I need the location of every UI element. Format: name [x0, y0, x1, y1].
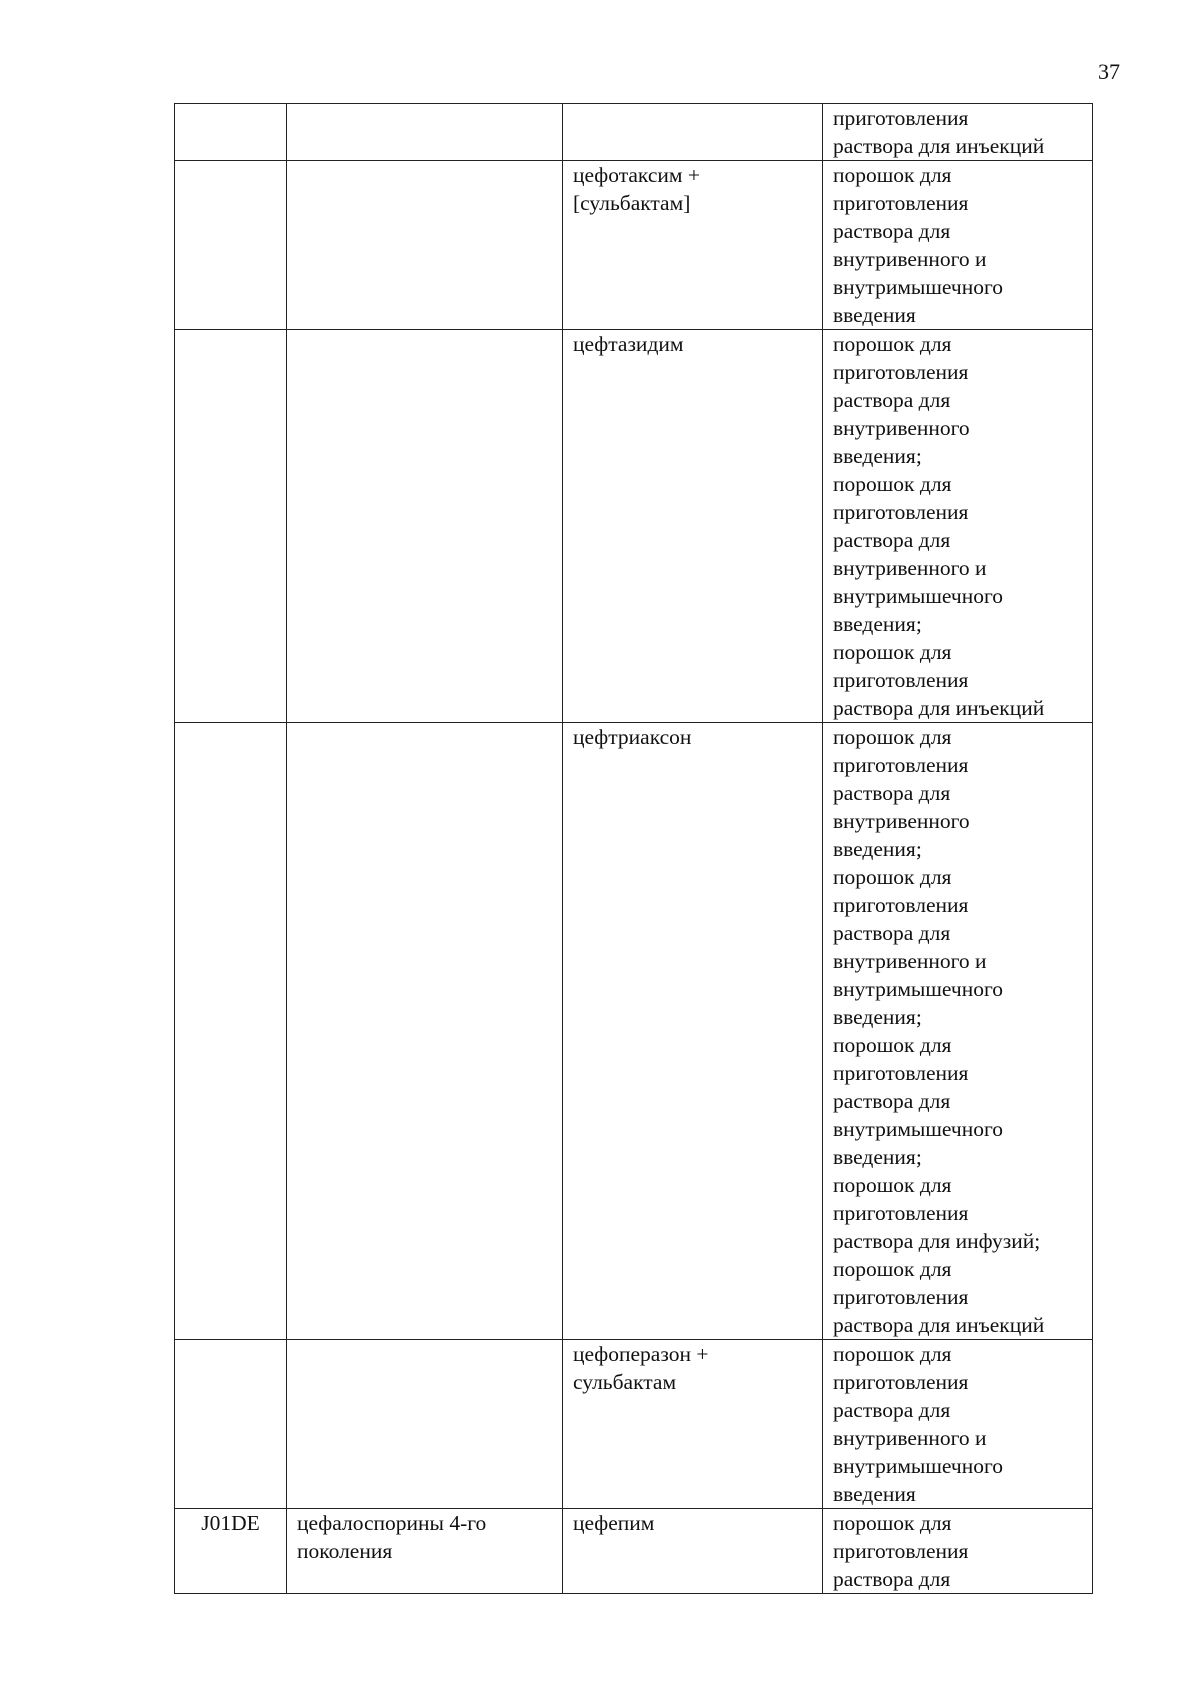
- dosage-form-cell: [823, 723, 1093, 1340]
- cell-text-line: цефепим: [573, 1511, 655, 1535]
- cell-text-line: внутривенного: [833, 416, 970, 440]
- cell-text-line: раствора для инъекций: [833, 134, 1045, 158]
- drug-table: [174, 103, 1093, 1594]
- cell-text-line: [сульбактам]: [573, 191, 691, 215]
- cell-text-line: приготовления: [833, 1539, 969, 1563]
- cell-text-line: порошок для: [833, 1257, 952, 1281]
- cell-text-line: раствора для: [833, 388, 951, 412]
- cell-text-line: внутривенного и: [833, 556, 987, 580]
- atc-code-cell: [175, 330, 287, 723]
- cell-text-line: приготовления: [833, 893, 969, 917]
- cell-text-line: внутримышечного: [833, 1117, 1004, 1141]
- cell-text-line: введения;: [833, 837, 922, 861]
- table-row: [175, 723, 1093, 1340]
- cell-text-line: порошок для: [833, 865, 952, 889]
- cell-text-line: приготовления: [833, 1285, 969, 1309]
- cell-text-line: порошок для: [833, 1511, 952, 1535]
- group-name-cell: [287, 104, 563, 161]
- cell-text-line: цефтазидим: [573, 332, 684, 356]
- cell-text-line: поколения: [297, 1539, 393, 1563]
- table-row: [175, 1509, 1093, 1594]
- cell-text-line: порошок для: [833, 725, 952, 749]
- cell-text-line: внутривенного и: [833, 1426, 987, 1450]
- cell-text-line: раствора для инфузий;: [833, 1229, 1041, 1253]
- cell-text-line: приготовления: [833, 191, 969, 215]
- cell-text-line: порошок для: [833, 472, 952, 496]
- cell-text-line: сульбактам: [573, 1370, 677, 1394]
- cell-text-line: порошок для: [833, 640, 952, 664]
- cell-text-line: внутримышечного: [833, 584, 1004, 608]
- atc-code-cell: [175, 1340, 287, 1509]
- cell-text-line: приготовления: [833, 753, 969, 777]
- table-row: [175, 1340, 1093, 1509]
- cell-text-line: раствора для: [833, 1398, 951, 1422]
- cell-text-line: порошок для: [833, 1173, 952, 1197]
- drug-name-cell: [563, 104, 823, 161]
- dosage-form-cell: [823, 1509, 1093, 1594]
- atc-code-cell: [175, 161, 287, 330]
- cell-text-line: приготовления: [833, 668, 969, 692]
- drug-name-cell: [563, 1509, 823, 1594]
- group-name-cell: [287, 161, 563, 330]
- cell-text-line: внутривенного и: [833, 949, 987, 973]
- cell-text-line: введения: [833, 303, 916, 327]
- dosage-form-cell: [823, 161, 1093, 330]
- group-name-cell: [287, 723, 563, 1340]
- cell-text-line: введения: [833, 1482, 916, 1506]
- dosage-form-cell: [823, 104, 1093, 161]
- cell-text-line: цефалоспорины 4-го: [297, 1511, 487, 1535]
- cell-text-line: приготовления: [833, 1061, 969, 1085]
- cell-text-line: раствора для: [833, 1567, 951, 1591]
- table-row: [175, 161, 1093, 330]
- cell-text-line: введения;: [833, 1145, 922, 1169]
- cell-text-line: внутривенного: [833, 809, 970, 833]
- cell-text-line: цефтриаксон: [573, 725, 692, 749]
- cell-text-line: порошок для: [833, 332, 952, 356]
- group-name-cell: [287, 1340, 563, 1509]
- cell-text-line: внутривенного и: [833, 247, 987, 271]
- group-name-cell: [287, 330, 563, 723]
- cell-text-line: введения;: [833, 444, 922, 468]
- table-row: [175, 330, 1093, 723]
- cell-text-line: внутримышечного: [833, 977, 1004, 1001]
- atc-code-cell: [175, 104, 287, 161]
- cell-text-line: приготовления: [833, 1370, 969, 1394]
- atc-code-cell: [175, 1509, 287, 1594]
- cell-text-line: цефоперазон +: [573, 1342, 709, 1366]
- atc-code-cell: [175, 723, 287, 1340]
- cell-text-line: приготовления: [833, 500, 969, 524]
- cell-text-line: раствора для: [833, 921, 951, 945]
- table-row: [175, 104, 1093, 161]
- cell-text-line: приготовления: [833, 1201, 969, 1225]
- drug-name-cell: [563, 330, 823, 723]
- cell-text-line: порошок для: [833, 163, 952, 187]
- drug-name-cell: [563, 1340, 823, 1509]
- cell-text-line: внутримышечного: [833, 1454, 1004, 1478]
- cell-text-line: раствора для инъекций: [833, 1313, 1045, 1337]
- cell-text-line: раствора для: [833, 528, 951, 552]
- page-number: 37: [1098, 59, 1120, 84]
- drug-name-cell: [563, 161, 823, 330]
- cell-text-line: раствора для инъекций: [833, 696, 1045, 720]
- cell-text-line: раствора для: [833, 781, 951, 805]
- cell-text: J01DE: [201, 1511, 260, 1535]
- dosage-form-cell: [823, 1340, 1093, 1509]
- cell-text-line: порошок для: [833, 1342, 952, 1366]
- cell-text-line: раствора для: [833, 1089, 951, 1113]
- cell-text-line: цефотаксим +: [573, 163, 700, 187]
- cell-text-line: введения;: [833, 1005, 922, 1029]
- group-name-cell: [287, 1509, 563, 1594]
- cell-text-line: порошок для: [833, 1033, 952, 1057]
- drug-table-body: [175, 104, 1093, 1594]
- cell-text-line: внутримышечного: [833, 275, 1004, 299]
- cell-text-line: приготовления: [833, 106, 969, 130]
- cell-text-line: раствора для: [833, 219, 951, 243]
- drug-name-cell: [563, 723, 823, 1340]
- cell-text-line: введения;: [833, 612, 922, 636]
- cell-text-line: приготовления: [833, 360, 969, 384]
- dosage-form-cell: [823, 330, 1093, 723]
